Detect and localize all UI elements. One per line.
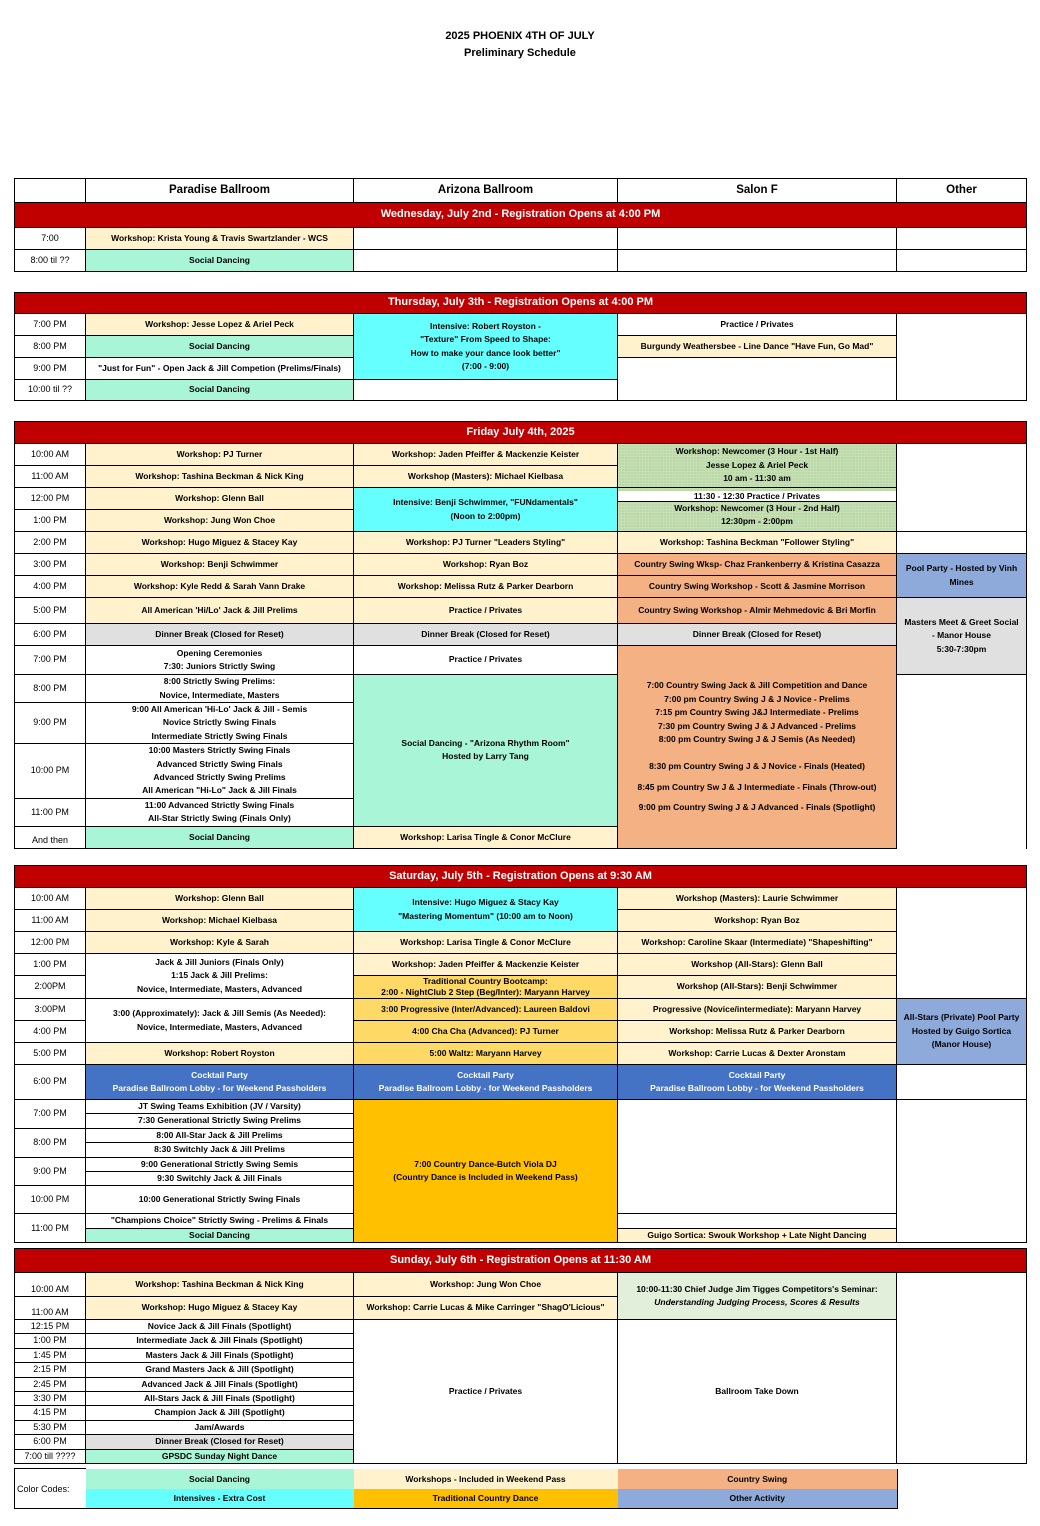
session-cell: Workshop: Hugo Miguez & Stacey Kay [86, 532, 354, 554]
time-cell: 10:00 AM [15, 1273, 86, 1297]
cocktail-cell [618, 1065, 897, 1100]
session-cell [86, 744, 354, 799]
session-cell [618, 444, 897, 488]
session-cell: Practice / Privates [618, 314, 897, 336]
session-line: Jack & Jill Juniors (Finals Only) [155, 956, 284, 967]
session-cell: Workshop: Hugo Miguez & Stacey Kay [86, 1297, 354, 1320]
session-line: Advanced Strictly Swing Prelims [153, 772, 286, 783]
session-cell [86, 1157, 354, 1186]
session-line: 9:30 Switchly Jack & Jill Finals [157, 1173, 282, 1184]
session-cell: Workshop: Robert Royston [86, 1043, 354, 1065]
sunday-schedule [14, 1248, 1027, 1464]
cocktail-cell [354, 1065, 618, 1100]
legend-social-dancing: Social Dancing [86, 1469, 354, 1489]
session-cell: Workshop: Carrie Lucas & Dexter Aronstam [618, 1043, 897, 1065]
session-line: JT Swing Teams Exhibition (JV / Varsity) [86, 1100, 353, 1114]
session-cell: Workshop: Jaden Pfeiffer & Mackenzie Keister [354, 954, 618, 976]
session-cell: Workshop: Caroline Skaar (Intermediate) "Shapeshifting" [618, 932, 897, 954]
session-cell: Social Dancing [86, 826, 354, 848]
legend-workshops: Workshops - Included in Weekend Pass [354, 1469, 618, 1489]
session-cell: Workshop: PJ Turner [86, 444, 354, 466]
session-cell: Workshop: Carrie Lucas & Mike Carringer "ShagO'Licious" [354, 1297, 618, 1320]
session-cell: 4:00 Cha Cha (Advanced): PJ Turner [354, 1021, 618, 1043]
session-line: (Noon to 2:00pm) [450, 510, 521, 521]
session-cell [354, 888, 618, 932]
session-line: 9:00 pm Country Swing J & J Advanced - Finals (Spotlight) [638, 802, 876, 813]
spacer [620, 746, 894, 760]
legend-other-activity: Other Activity [618, 1489, 898, 1509]
session-cell [354, 488, 618, 532]
session-line: 2:00 - NightClub 2 Step (Beg/Inter): Maryann Harvey [381, 987, 590, 997]
time-cell: 10:00 PM [15, 744, 86, 799]
empty-cell [354, 250, 618, 272]
session-cell [354, 1100, 618, 1243]
session-line: Paradise Ballroom Lobby - for Weekend Passholders [650, 1083, 864, 1093]
session-cell: Workshop: Glenn Ball [86, 488, 354, 510]
session-line: 7:30 Generational Strictly Swing Prelims [138, 1115, 301, 1126]
empty-cell [897, 314, 1027, 401]
legend-traditional-country: Traditional Country Dance [354, 1489, 618, 1509]
time-cell: 6:00 PM [15, 1435, 86, 1449]
session-line: 9:00 Generational Strictly Swing Semis [86, 1158, 353, 1172]
session-cell [354, 314, 618, 380]
session-cell: Dinner Break (Closed for Reset) [618, 624, 897, 646]
time-cell: 2:00PM [15, 976, 86, 999]
session-line: 7:15 pm Country Swing J&J Intermediate - Prelims [655, 707, 859, 718]
time-cell: 2:00 PM [15, 532, 86, 554]
session-cell [86, 999, 354, 1043]
time-cell: 3:00PM [15, 999, 86, 1021]
session-line: Cocktail Party [457, 1069, 514, 1080]
session-cell [86, 646, 354, 675]
time-cell: 1:00 PM [15, 954, 86, 976]
time-cell: 7:00 PM [15, 1100, 86, 1129]
session-line: - Manor House [931, 630, 992, 641]
session-cell: Workshop: Benji Schwimmer [86, 554, 354, 576]
time-cell: 7:00 PM [15, 314, 86, 336]
session-line: 7:00 Country Swing Jack & Jill Competition and Dance [646, 680, 868, 691]
session-cell [86, 954, 354, 999]
session-cell: Workshop: Melissa Rutz & Parker Dearborn [354, 576, 618, 598]
session-line: 3:00 (Approximately): Jack & Jill Semis (As Needed): [112, 1008, 327, 1019]
session-cell: Burgundy Weathersbee - Line Dance "Have Fun, Go Mad" [618, 336, 897, 358]
session-line: (Country Dance is Included in Weekend Pass) [393, 1172, 578, 1183]
session-cell: Social Dancing [86, 336, 354, 358]
session-line: 8:00 pm Country Swing J & J Semis (As Needed) [658, 733, 856, 744]
session-line: Cocktail Party [191, 1069, 248, 1080]
time-cell: 10:00 PM [15, 1186, 86, 1214]
time-cell: 4:15 PM [15, 1406, 86, 1420]
session-line: (7:00 - 9:00) [461, 360, 510, 371]
time-cell: 8:00 til ?? [15, 250, 86, 272]
time-cell: 9:00 PM [15, 358, 86, 380]
session-cell: Workshop: Larisa Tingle & Conor McClure [354, 826, 618, 848]
session-cell [354, 675, 618, 827]
time-cell: 1:00 PM [15, 510, 86, 532]
session-line: Social Dancing - "Arizona Rhythm Room" [401, 738, 570, 749]
cocktail-cell [86, 1065, 354, 1100]
session-line: 8:30 Switchly Jack & Jill Prelims [154, 1144, 285, 1155]
saturday-schedule [14, 865, 1027, 1243]
session-line: Opening Ceremonies [176, 647, 263, 658]
session-line: Hosted by Larry Tang [442, 751, 529, 762]
day-header: Wednesday, July 2nd - Registration Opens at 4:00 PM [15, 203, 1027, 228]
time-cell: 12:15 PM [15, 1320, 86, 1334]
session-line: Novice, Intermediate, Masters, Advanced [136, 1021, 303, 1032]
empty-cell [897, 444, 1027, 532]
day-header: Saturday, July 5th - Registration Opens at 9:30 AM [15, 866, 1027, 888]
session-line: 12:30pm - 2:00pm [721, 516, 793, 526]
empty-cell [897, 228, 1027, 250]
session-cell: Intermediate Jack & Jill Finals (Spotlight) [86, 1334, 354, 1348]
session-cell: Social Dancing [86, 250, 354, 272]
session-line: Intermediate Strictly Swing Finals [151, 730, 288, 741]
session-cell: Workshop: Jesse Lopez & Ariel Peck [86, 314, 354, 336]
time-cell: 7:00 [15, 228, 86, 250]
time-cell: 5:00 PM [15, 598, 86, 624]
header-arizona-ballroom: Arizona Ballroom [354, 179, 618, 203]
day-header: Thursday, July 3th - Registration Opens at 4:00 PM [15, 293, 1027, 314]
session-cell [86, 1100, 354, 1129]
session-line: Pool Party - Hosted by Vinh [905, 563, 1018, 574]
session-cell: GPSDC Sunday Night Dance [86, 1449, 354, 1463]
time-cell: 10:00 AM [15, 444, 86, 466]
session-line: Advanced Strictly Swing Finals [156, 758, 283, 769]
session-cell: Workshop: Kyle & Sarah [86, 932, 354, 954]
session-cell: 3:00 Progressive (Inter/Advanced): Laureen Baldovi [354, 999, 618, 1021]
session-cell: Advanced Jack & Jill Finals (Spotlight) [86, 1377, 354, 1391]
session-cell: Progressive (Novice/intermediate): Maryann Harvey [618, 999, 897, 1021]
session-line: Traditional Country Bootcamp: [423, 976, 548, 986]
time-cell: 3:30 PM [15, 1392, 86, 1406]
session-cell: Workshop: Larisa Tingle & Conor McClure [354, 932, 618, 954]
time-cell: 1:00 PM [15, 1334, 86, 1348]
empty-cell [618, 358, 897, 401]
session-line: All-Star Strictly Swing (Finals Only) [148, 813, 291, 824]
day-header: Friday July 4th, 2025 [15, 422, 1027, 444]
session-line: Mines [949, 576, 974, 587]
session-line: Hosted by Guigo Sortica [911, 1025, 1012, 1036]
session-line: 1:15 Jack & Jill Prelims: [171, 970, 268, 981]
session-line: 5:30-7:30pm [936, 643, 987, 654]
session-line: Masters Meet & Greet Social [904, 616, 1019, 627]
session-line: Understanding Judging Process, Scores & Results [654, 1297, 860, 1307]
empty-cell [354, 380, 618, 401]
session-cell: Practice / Privates [354, 598, 618, 624]
session-line: 8:45 pm Country Sw J & J Intermediate - Finals (Throw-out) [637, 781, 877, 792]
session-cell: Workshop: Kyle Redd & Sarah Vann Drake [86, 576, 354, 598]
session-line: 7:00 pm Country Swing J & J Novice - Prelims [664, 693, 850, 704]
session-cell: Novice Jack & Jill Finals (Spotlight) [86, 1320, 354, 1334]
session-line: 8:00 All-Star Jack & Jill Prelims [86, 1129, 353, 1143]
session-line: Intensive: Benji Schwimmer, "FUNdamentals" [393, 497, 578, 508]
session-cell: Workshop (Masters): Laurie Schwimmer [618, 888, 897, 910]
session-line: 7:30 pm Country Swing J & J Advanced - Prelims [657, 720, 857, 731]
session-line: All-Stars (Private) Pool Party [903, 1012, 1020, 1023]
session-cell: "Just for Fun" - Open Jack & Jill Competion (Prelims/Finals) [86, 358, 354, 380]
empty-cell [354, 228, 618, 250]
session-cell [618, 646, 897, 849]
time-cell: And then [15, 826, 86, 848]
empty-cell [897, 1100, 1027, 1243]
session-line: Jesse Lopez & Ariel Peck [705, 459, 809, 470]
time-cell: 8:00 PM [15, 336, 86, 358]
session-line: Paradise Ballroom Lobby - for Weekend Passholders [112, 1083, 327, 1093]
session-line: Intensive: Hugo Miguez & Stacy Kay [412, 897, 559, 908]
session-cell [86, 703, 354, 744]
session-cell: Workshop (All-Stars): Benji Schwimmer [618, 976, 897, 999]
session-cell: Practice / Privates [354, 646, 618, 675]
session-line: Workshop: Newcomer (3 Hour - 2nd Half) [674, 502, 840, 513]
time-cell: 2:45 PM [15, 1377, 86, 1391]
time-cell: 10:00 AM [15, 888, 86, 910]
session-cell: Workshop: Ryan Boz [618, 910, 897, 932]
header-other: Other [897, 179, 1027, 203]
session-cell: Workshop: Krista Young & Travis Swartzlander - WCS [86, 228, 354, 250]
session-line: 7:00 Country Dance-Butch Viola DJ [414, 1158, 557, 1169]
empty-cell [897, 532, 1027, 554]
session-cell: Workshop: Tashina Beckman & Nick King [86, 466, 354, 488]
time-cell: 8:00 PM [15, 1128, 86, 1157]
session-cell: 5:00 Waltz: Maryann Harvey [354, 1043, 618, 1065]
session-cell: Workshop: Melissa Rutz & Parker Dearborn [618, 1021, 897, 1043]
time-cell: 5:30 PM [15, 1420, 86, 1434]
time-cell: 11:00 AM [15, 910, 86, 932]
time-cell: 12:00 PM [15, 932, 86, 954]
time-cell: 9:00 PM [15, 703, 86, 744]
session-cell [897, 598, 1027, 675]
time-cell: 6:00 PM [15, 1065, 86, 1100]
session-cell: Jam/Awards [86, 1420, 354, 1434]
time-cell: 4:00 PM [15, 1021, 86, 1043]
session-cell: Workshop: Jaden Pfeiffer & Mackenzie Keister [354, 444, 618, 466]
session-line: (Manor House) [931, 1039, 992, 1050]
friday-schedule [14, 421, 1027, 849]
session-cell [86, 1128, 354, 1157]
session-line: Guigo Sortica: Swouk Workshop + Late Night Dancing [618, 1228, 896, 1242]
session-cell: Country Swing Wksp- Chaz Frankenberry & Kristina Casazza [618, 554, 897, 576]
session-line: Intensive: Robert Royston - [430, 320, 541, 331]
session-line: Workshop: Newcomer (3 Hour - 1st Half) [675, 446, 839, 457]
column-header-table [14, 178, 1027, 203]
thursday-schedule [14, 292, 1027, 401]
session-line: Novice, Intermediate, Masters, Advanced [136, 983, 303, 994]
session-line: How to make your dance look better" [410, 347, 561, 358]
spacer [620, 794, 894, 801]
session-cell: Workshop (Masters): Michael Kielbasa [354, 466, 618, 488]
session-cell: Workshop: PJ Turner "Leaders Styling" [354, 532, 618, 554]
session-cell [618, 488, 897, 532]
legend-country-swing: Country Swing [618, 1469, 898, 1489]
session-cell: Workshop: Jung Won Choe [354, 1273, 618, 1297]
session-line: 11:30 - 12:30 Practice / Privates [618, 491, 896, 502]
time-cell: 7:00 till ???? [15, 1449, 86, 1463]
session-line: Cocktail Party [728, 1069, 786, 1080]
session-cell: Country Swing Workshop - Scott & Jasmine Morrison [618, 576, 897, 598]
time-cell: 11:00 PM [15, 1214, 86, 1243]
session-cell: Masters Jack & Jill Finals (Spotlight) [86, 1348, 354, 1362]
empty-cell [897, 1273, 1027, 1464]
empty-cell [618, 250, 897, 272]
session-line: Paradise Ballroom Lobby - for Weekend Passholders [378, 1083, 593, 1093]
time-cell: 12:00 PM [15, 488, 86, 510]
session-cell: All-Stars Jack & Jill Finals (Spotlight) [86, 1392, 354, 1406]
legend-label: Color Codes: [15, 1469, 86, 1509]
session-cell: Dinner Break (Closed for Reset) [86, 624, 354, 646]
empty-cell [897, 888, 1027, 999]
spacer [620, 774, 894, 781]
time-cell: 1:45 PM [15, 1348, 86, 1362]
session-line: 11:00 Advanced Strictly Swing Finals [144, 799, 295, 810]
session-cell: Workshop: Tashina Beckman "Follower Styling" [618, 532, 897, 554]
session-line: "Mastering Momentum" (10:00 am to Noon) [398, 910, 573, 921]
empty-cell [897, 1065, 1027, 1100]
time-cell: 11:00 AM [15, 1297, 86, 1320]
session-line: 10 am - 11:30 am [723, 473, 791, 484]
session-cell [618, 1214, 897, 1243]
session-cell: Workshop: Michael Kielbasa [86, 910, 354, 932]
session-cell: Workshop: Ryan Boz [354, 554, 618, 576]
session-cell: Champion Jack & Jill (Spotlight) [86, 1406, 354, 1420]
header-salon-f: Salon F [618, 179, 897, 203]
empty-cell [618, 1100, 897, 1214]
empty-cell [618, 228, 897, 250]
session-cell [897, 999, 1027, 1065]
session-cell: 10:00 Generational Strictly Swing Finals [86, 1186, 354, 1214]
session-line: 10:00 Masters Strictly Swing Finals [148, 745, 291, 756]
session-cell: Ballroom Take Down [618, 1320, 897, 1464]
time-cell: 7:00 PM [15, 646, 86, 675]
session-line: "Texture" From Speed to Shape: [420, 334, 551, 345]
time-cell: 4:00 PM [15, 576, 86, 598]
session-line: "Champions Choice" Strictly Swing - Prelims & Finals [110, 1215, 329, 1226]
session-line: All American "Hi-Lo" Jack & Jill Finals [142, 785, 297, 796]
session-cell [618, 1273, 897, 1320]
session-cell: Social Dancing [86, 380, 354, 401]
page-subtitle: Preliminary Schedule [464, 47, 576, 59]
session-cell: Workshop: Tashina Beckman & Nick King [86, 1273, 354, 1297]
session-cell [86, 1214, 354, 1243]
time-cell: 3:00 PM [15, 554, 86, 576]
session-line: 9:00 All American 'Hi-Lo' Jack & Jill - Semis [131, 704, 308, 714]
session-cell: Dinner Break (Closed for Reset) [86, 1435, 354, 1449]
session-cell [86, 798, 354, 826]
time-cell: 5:00 PM [15, 1043, 86, 1065]
session-line: Novice Strictly Swing Finals [162, 717, 277, 728]
time-cell: 2:15 PM [15, 1363, 86, 1377]
session-cell: Country Swing Workshop - Almir Mehmedovic & Bri Morfin [618, 598, 897, 624]
wednesday-schedule [14, 202, 1027, 272]
session-cell: Practice / Privates [354, 1320, 618, 1464]
header-time-cell [15, 179, 86, 203]
session-cell [354, 976, 618, 999]
time-cell: 11:00 AM [15, 466, 86, 488]
time-cell: 11:00 PM [15, 798, 86, 826]
session-line: Novice, Intermediate, Masters [159, 689, 280, 700]
session-line: 7:30: Juniors Strictly Swing [163, 661, 276, 671]
session-cell: Workshop: Glenn Ball [86, 888, 354, 910]
time-cell: 6:00 PM [15, 624, 86, 646]
session-line: 8:30 pm Country Swing J & J Novice - Finals (Heated) [649, 761, 865, 772]
page-title: 2025 PHOENIX 4TH OF JULY [445, 30, 595, 42]
session-line: 8:00 Strictly Swing Prelims: [163, 676, 276, 687]
session-line: 10:00-11:30 Chief Judge Jim Tigges Competitors's Seminar: [636, 1283, 878, 1294]
time-cell: 8:00 PM [15, 675, 86, 703]
session-cell: All American 'Hi/Lo' Jack & Jill Prelims [86, 598, 354, 624]
session-cell: Workshop (All-Stars): Glenn Ball [618, 954, 897, 976]
time-cell: 10:00 til ?? [15, 380, 86, 401]
session-line: Social Dancing [86, 1228, 353, 1242]
session-cell [897, 554, 1027, 598]
day-header: Sunday, July 6th - Registration Opens at 11:30 AM [15, 1249, 1027, 1273]
header-paradise-ballroom: Paradise Ballroom [86, 179, 354, 203]
session-cell: Dinner Break (Closed for Reset) [354, 624, 618, 646]
time-cell: 9:00 PM [15, 1157, 86, 1186]
session-cell [86, 675, 354, 703]
color-legend [14, 1468, 898, 1509]
session-cell: Grand Masters Jack & Jill (Spotlight) [86, 1363, 354, 1377]
session-cell: Workshop: Jung Won Choe [86, 510, 354, 532]
legend-intensives: Intensives - Extra Cost [86, 1489, 354, 1509]
empty-cell [897, 250, 1027, 272]
